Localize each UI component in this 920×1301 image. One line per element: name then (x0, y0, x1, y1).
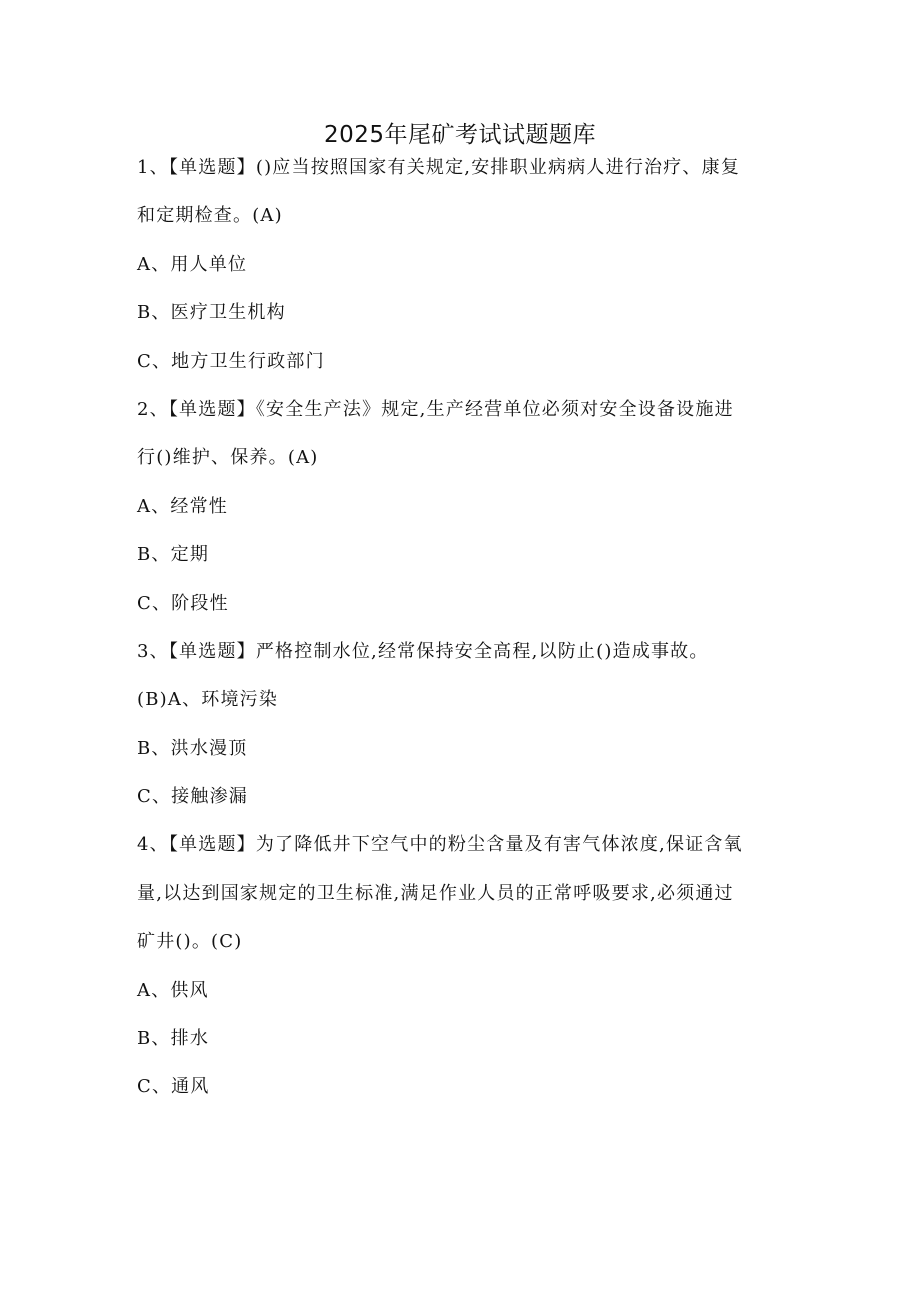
q4-stem-line-3: 矿井()。(C) (137, 931, 243, 953)
q4-option-b: B、排水 (137, 1028, 210, 1050)
q3-stem-line-1: 3、【单选题】严格控制水位,经常保持安全高程,以防止()造成事故。 (137, 640, 709, 662)
q1-option-c: C、地方卫生行政部门 (137, 350, 325, 372)
q2-stem-line-1: 2、【单选题】《安全生产法》规定,生产经营单位必须对安全设备设施进 (137, 398, 734, 420)
q4-option-c: C、通风 (137, 1076, 210, 1098)
q2-stem-line-2: 行()维护、保养。(A) (137, 447, 319, 469)
q1-stem-line-1: 1、【单选题】()应当按照国家有关规定,安排职业病病人进行治疗、康复 (137, 157, 741, 178)
q2-option-c: C、阶段性 (137, 592, 229, 614)
question-list (137, 144, 797, 1112)
q3-option-b: B、洪水漫顶 (137, 737, 248, 759)
q3-answer-option-a: (B)A、环境污染 (137, 689, 279, 711)
q2-option-b: B、定期 (137, 544, 210, 566)
q1-option-b: B、医疗卫生机构 (137, 302, 286, 324)
q2-option-a: A、经常性 (137, 495, 228, 517)
q1-stem-line-2: 和定期检查。(A) (137, 205, 283, 227)
q4-option-a: A、供风 (137, 979, 209, 1001)
q1-option-a: A、用人单位 (137, 253, 248, 275)
q4-stem-line-1: 4、【单选题】为了降低井下空气中的粉尘含量及有害气体浓度,保证含氧 (137, 834, 743, 856)
document-title: 2025年尾矿考试试题题库 (323, 122, 597, 148)
q4-stem-line-2: 量,以达到国家规定的卫生标准,满足作业人员的正常呼吸要求,必须通过 (137, 882, 734, 904)
q3-option-c: C、接触渗漏 (137, 786, 248, 808)
